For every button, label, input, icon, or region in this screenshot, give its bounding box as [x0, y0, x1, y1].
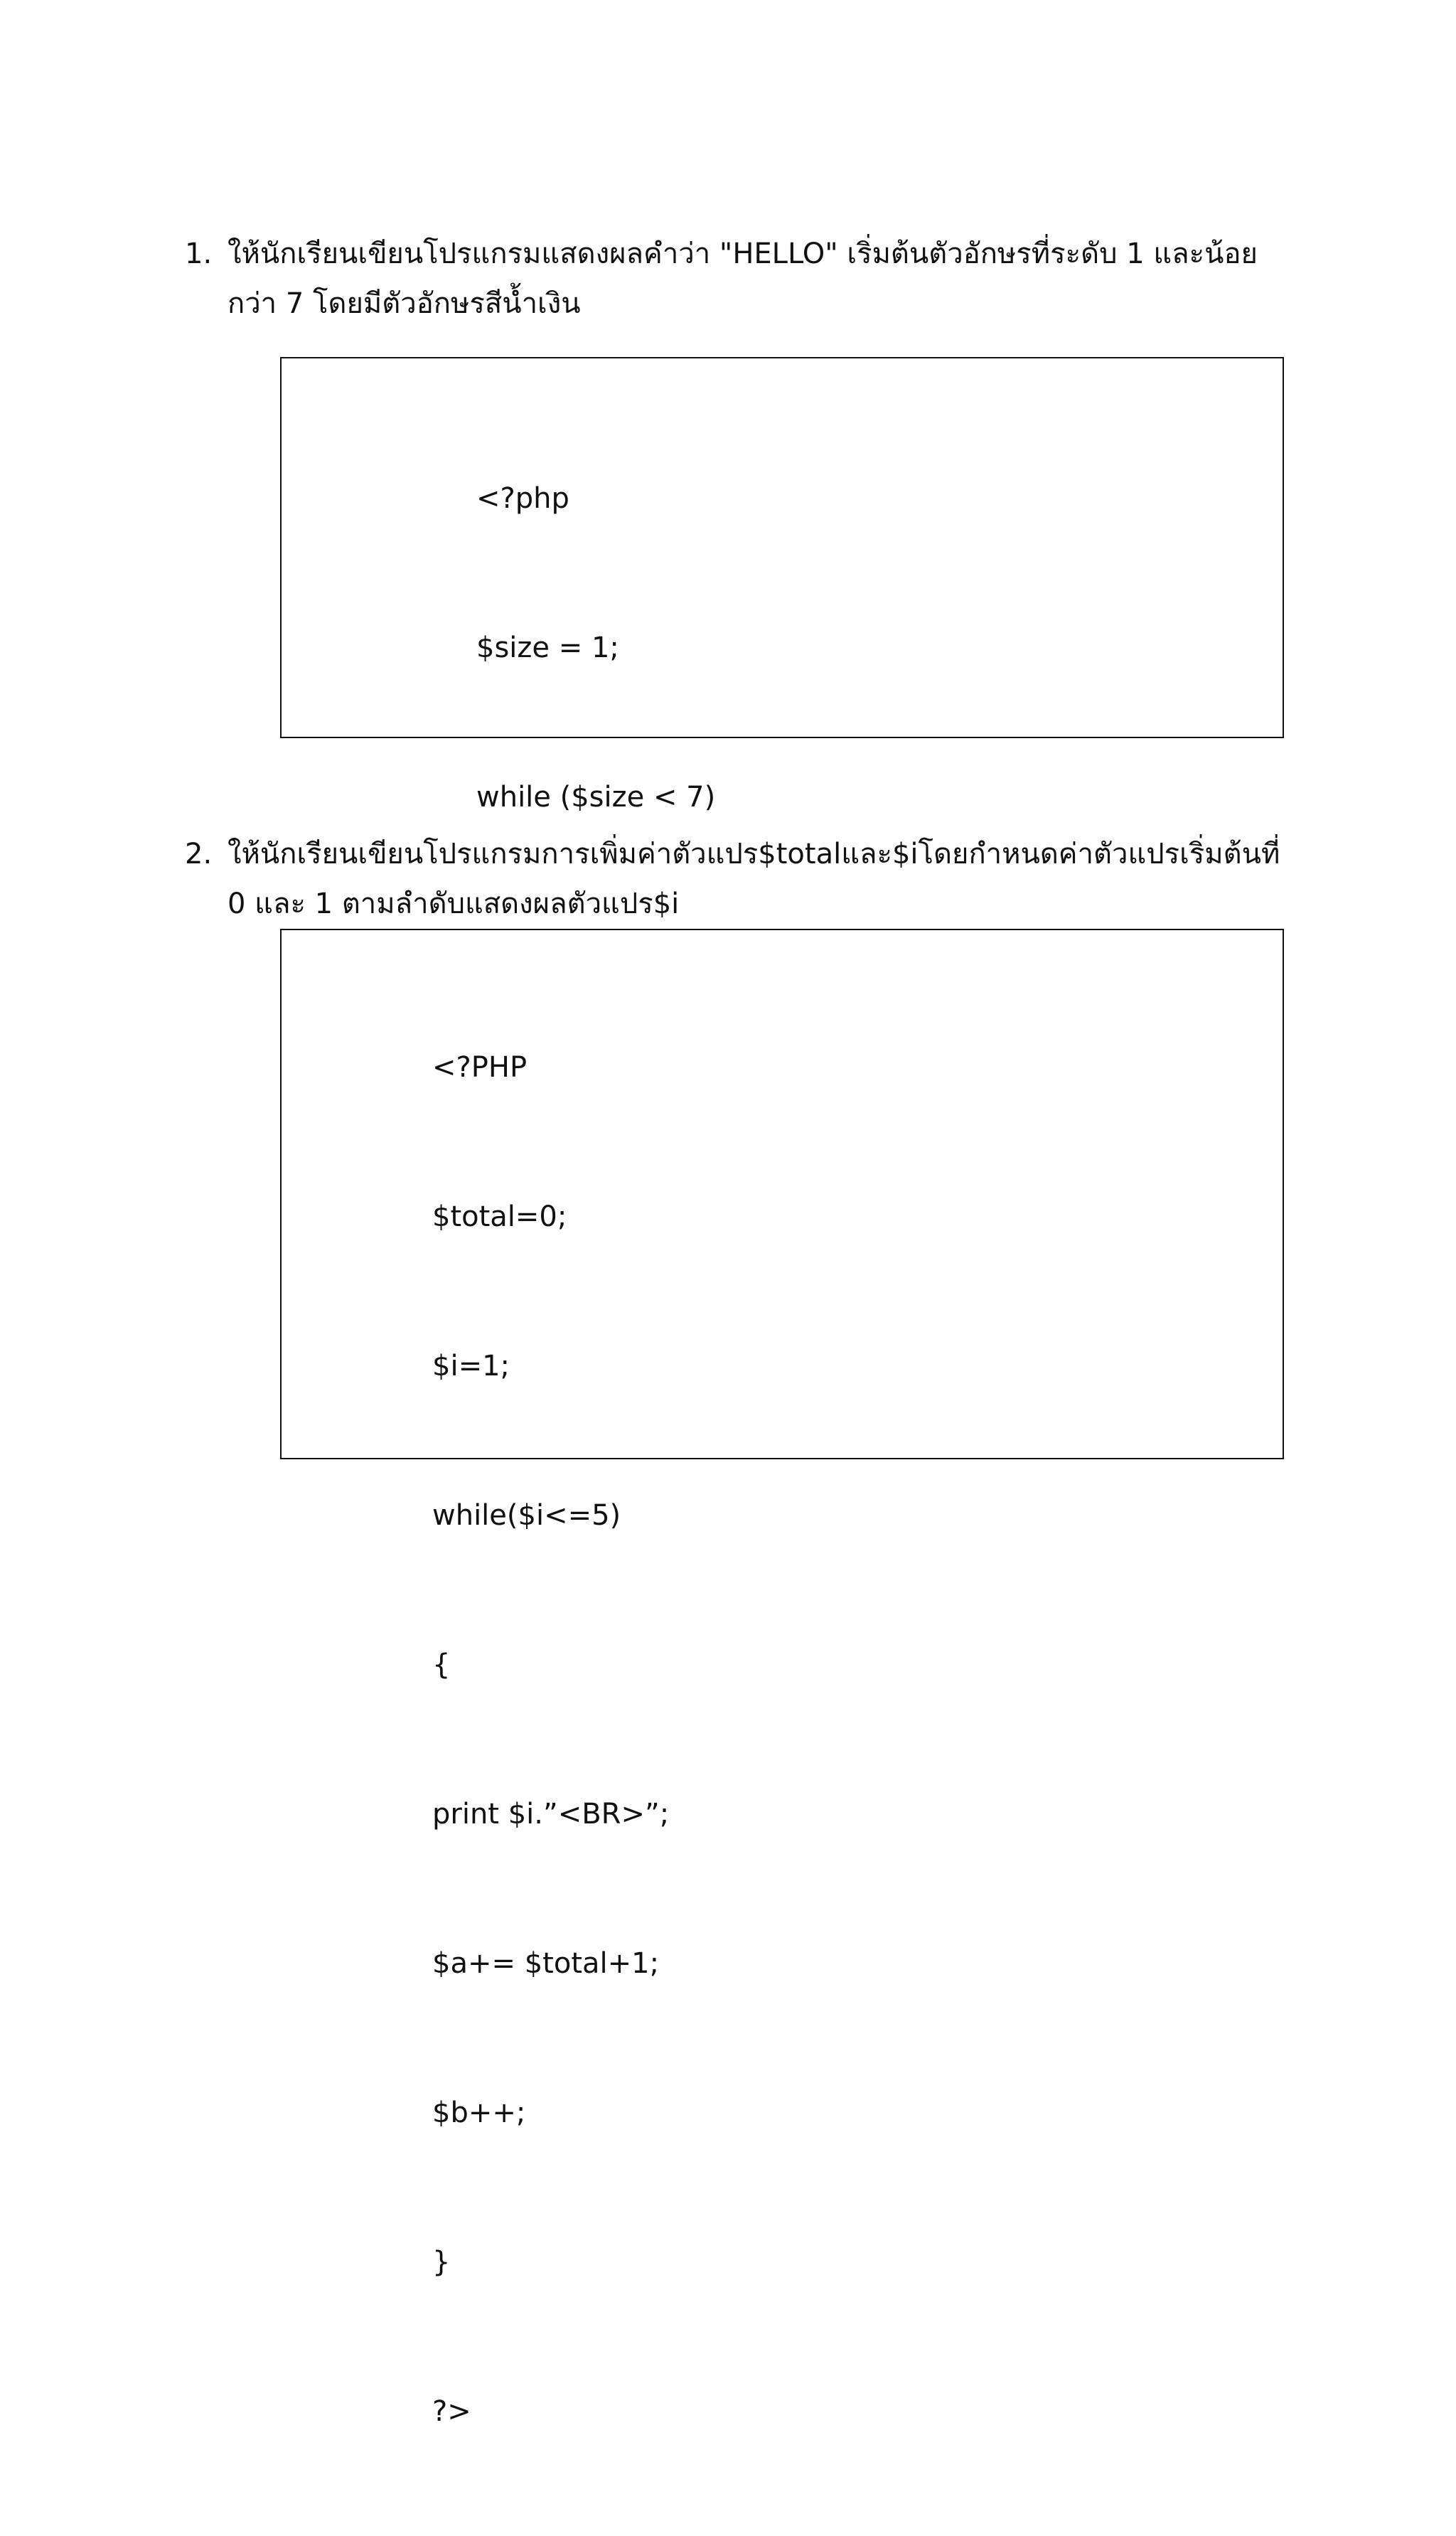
code-line: ?> [432, 2395, 471, 2428]
code-line: while($i<=5) [432, 1499, 621, 1532]
code-box-2 [280, 929, 1284, 2428]
code-line: $b++; [432, 2097, 526, 2129]
question-number: 1. [185, 238, 213, 270]
code-line: <?PHP [432, 1051, 528, 1084]
question-number: 2. [185, 838, 213, 870]
question-1 [185, 229, 1294, 329]
code-block [432, 943, 669, 2536]
code-line: $size = 1; [476, 632, 619, 664]
code-line: $a+= $total+1; [432, 1947, 660, 1980]
code-line: print $i.”<BR>”; [432, 1798, 670, 1831]
code-line: $i=1; [432, 1350, 510, 1382]
code-line: while ($size < 7) [476, 781, 716, 814]
question-text: ให้นักเรียนเขียนโปรแกรมแสดงผลคำว่า "HELLO" เริ่มต้นตัวอักษรที่ระดับ 1 และน้อยกว่า 7 โดยมีตัวอักษรสีน้ำเงิน [228, 238, 1258, 320]
code-line: } [432, 2246, 451, 2279]
code-line: { [432, 1648, 451, 1681]
code-line: <?php [476, 482, 569, 515]
question-text: ให้นักเรียนเขียนโปรแกรมการเพิ่มค่าตัวแปร$totalและ$iโดยกำหนดค่าตัวแปรเริ่มต้นที่ 0 และ 1 ตามลำดับแสดงผลตัวแปร$i [228, 838, 1290, 920]
code-line: $total=0; [432, 1200, 567, 1233]
code-box-1 [280, 357, 1284, 814]
question-2 [185, 829, 1294, 929]
